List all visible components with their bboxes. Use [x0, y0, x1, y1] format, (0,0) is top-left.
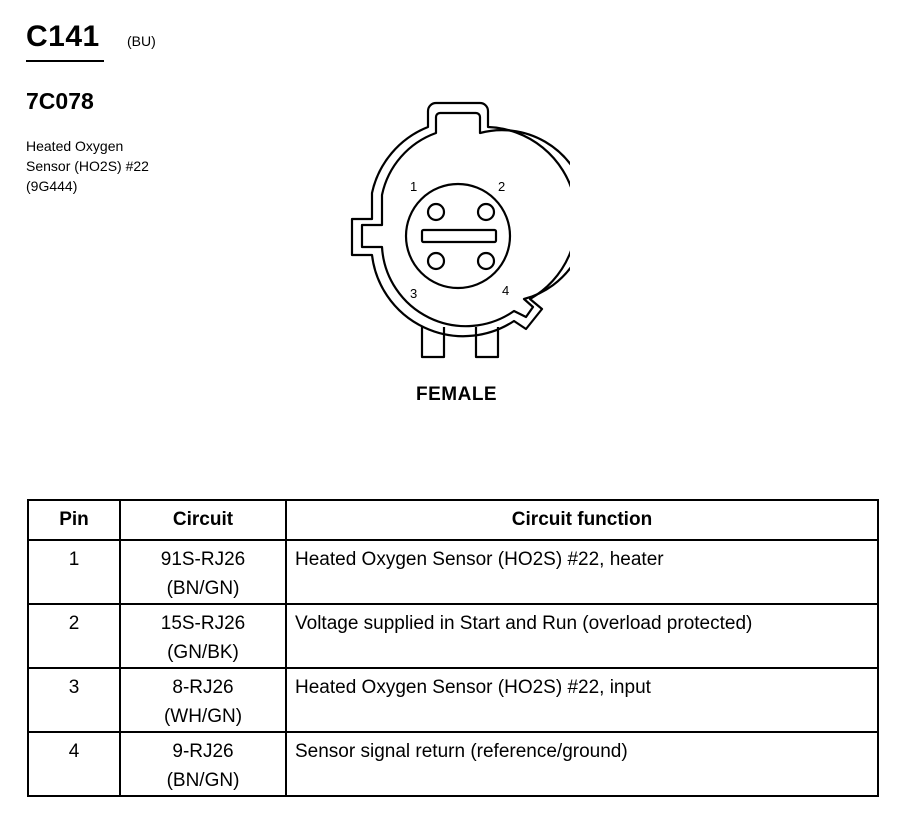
pinout-table [27, 499, 879, 797]
circuit-id: 15S-RJ26 [160, 613, 246, 634]
description-line-1: Heated Oxygen [26, 138, 124, 154]
circuit-cell [120, 668, 286, 732]
table-row [28, 732, 878, 796]
circuit-cell [120, 604, 286, 668]
component-description [26, 136, 149, 196]
pin-number: 4 [28, 732, 120, 796]
circuit-cell [120, 540, 286, 604]
pin-number: 1 [28, 540, 120, 604]
wire-color: (BN/GN) [166, 770, 240, 791]
description-line-2: Sensor (HO2S) #22 [26, 158, 149, 174]
pin-number: 3 [28, 668, 120, 732]
pin-cavity-4 [478, 253, 494, 269]
connector-id-underline [26, 60, 104, 62]
description-line-3: (9G444) [26, 178, 78, 194]
connector-id: C141 [26, 20, 100, 53]
pin-label-4: 4 [502, 283, 510, 298]
circuit-cell [120, 732, 286, 796]
circuit-function: Heated Oxygen Sensor (HO2S) #22, heater [286, 540, 878, 604]
pin-cavity-1 [428, 204, 444, 220]
table-row [28, 604, 878, 668]
circuit-function: Heated Oxygen Sensor (HO2S) #22, input [286, 668, 878, 732]
header-pin: Pin [28, 500, 120, 540]
center-key-slot [422, 230, 496, 242]
circuit-function: Sensor signal return (reference/ground) [286, 732, 878, 796]
pin-label-3: 3 [410, 286, 418, 301]
pin-label-2: 2 [498, 179, 506, 194]
connector-gender-label: FEMALE [416, 384, 498, 405]
table-header-row [28, 500, 878, 540]
table-row [28, 540, 878, 604]
pin-cavity-3 [428, 253, 444, 269]
pin-label-1: 1 [410, 179, 418, 194]
pin-number: 2 [28, 604, 120, 668]
circuit-function: Voltage supplied in Start and Run (overload protected) [286, 604, 878, 668]
component-part-number: 7C078 [26, 88, 94, 114]
circuit-id: 91S-RJ26 [160, 549, 246, 570]
pin-cavity-2 [478, 204, 494, 220]
connector-face-diagram [340, 95, 570, 365]
table-row [28, 668, 878, 732]
header-circuit-function: Circuit function [286, 500, 878, 540]
wire-color: (WH/GN) [163, 706, 243, 727]
wire-color: (GN/BK) [167, 642, 239, 663]
wire-color: (BN/GN) [166, 578, 240, 599]
circuit-id: 8-RJ26 [172, 677, 234, 698]
circuit-id: 9-RJ26 [172, 741, 234, 762]
header-circuit: Circuit [120, 500, 286, 540]
connector-color-code: (BU) [127, 33, 156, 49]
